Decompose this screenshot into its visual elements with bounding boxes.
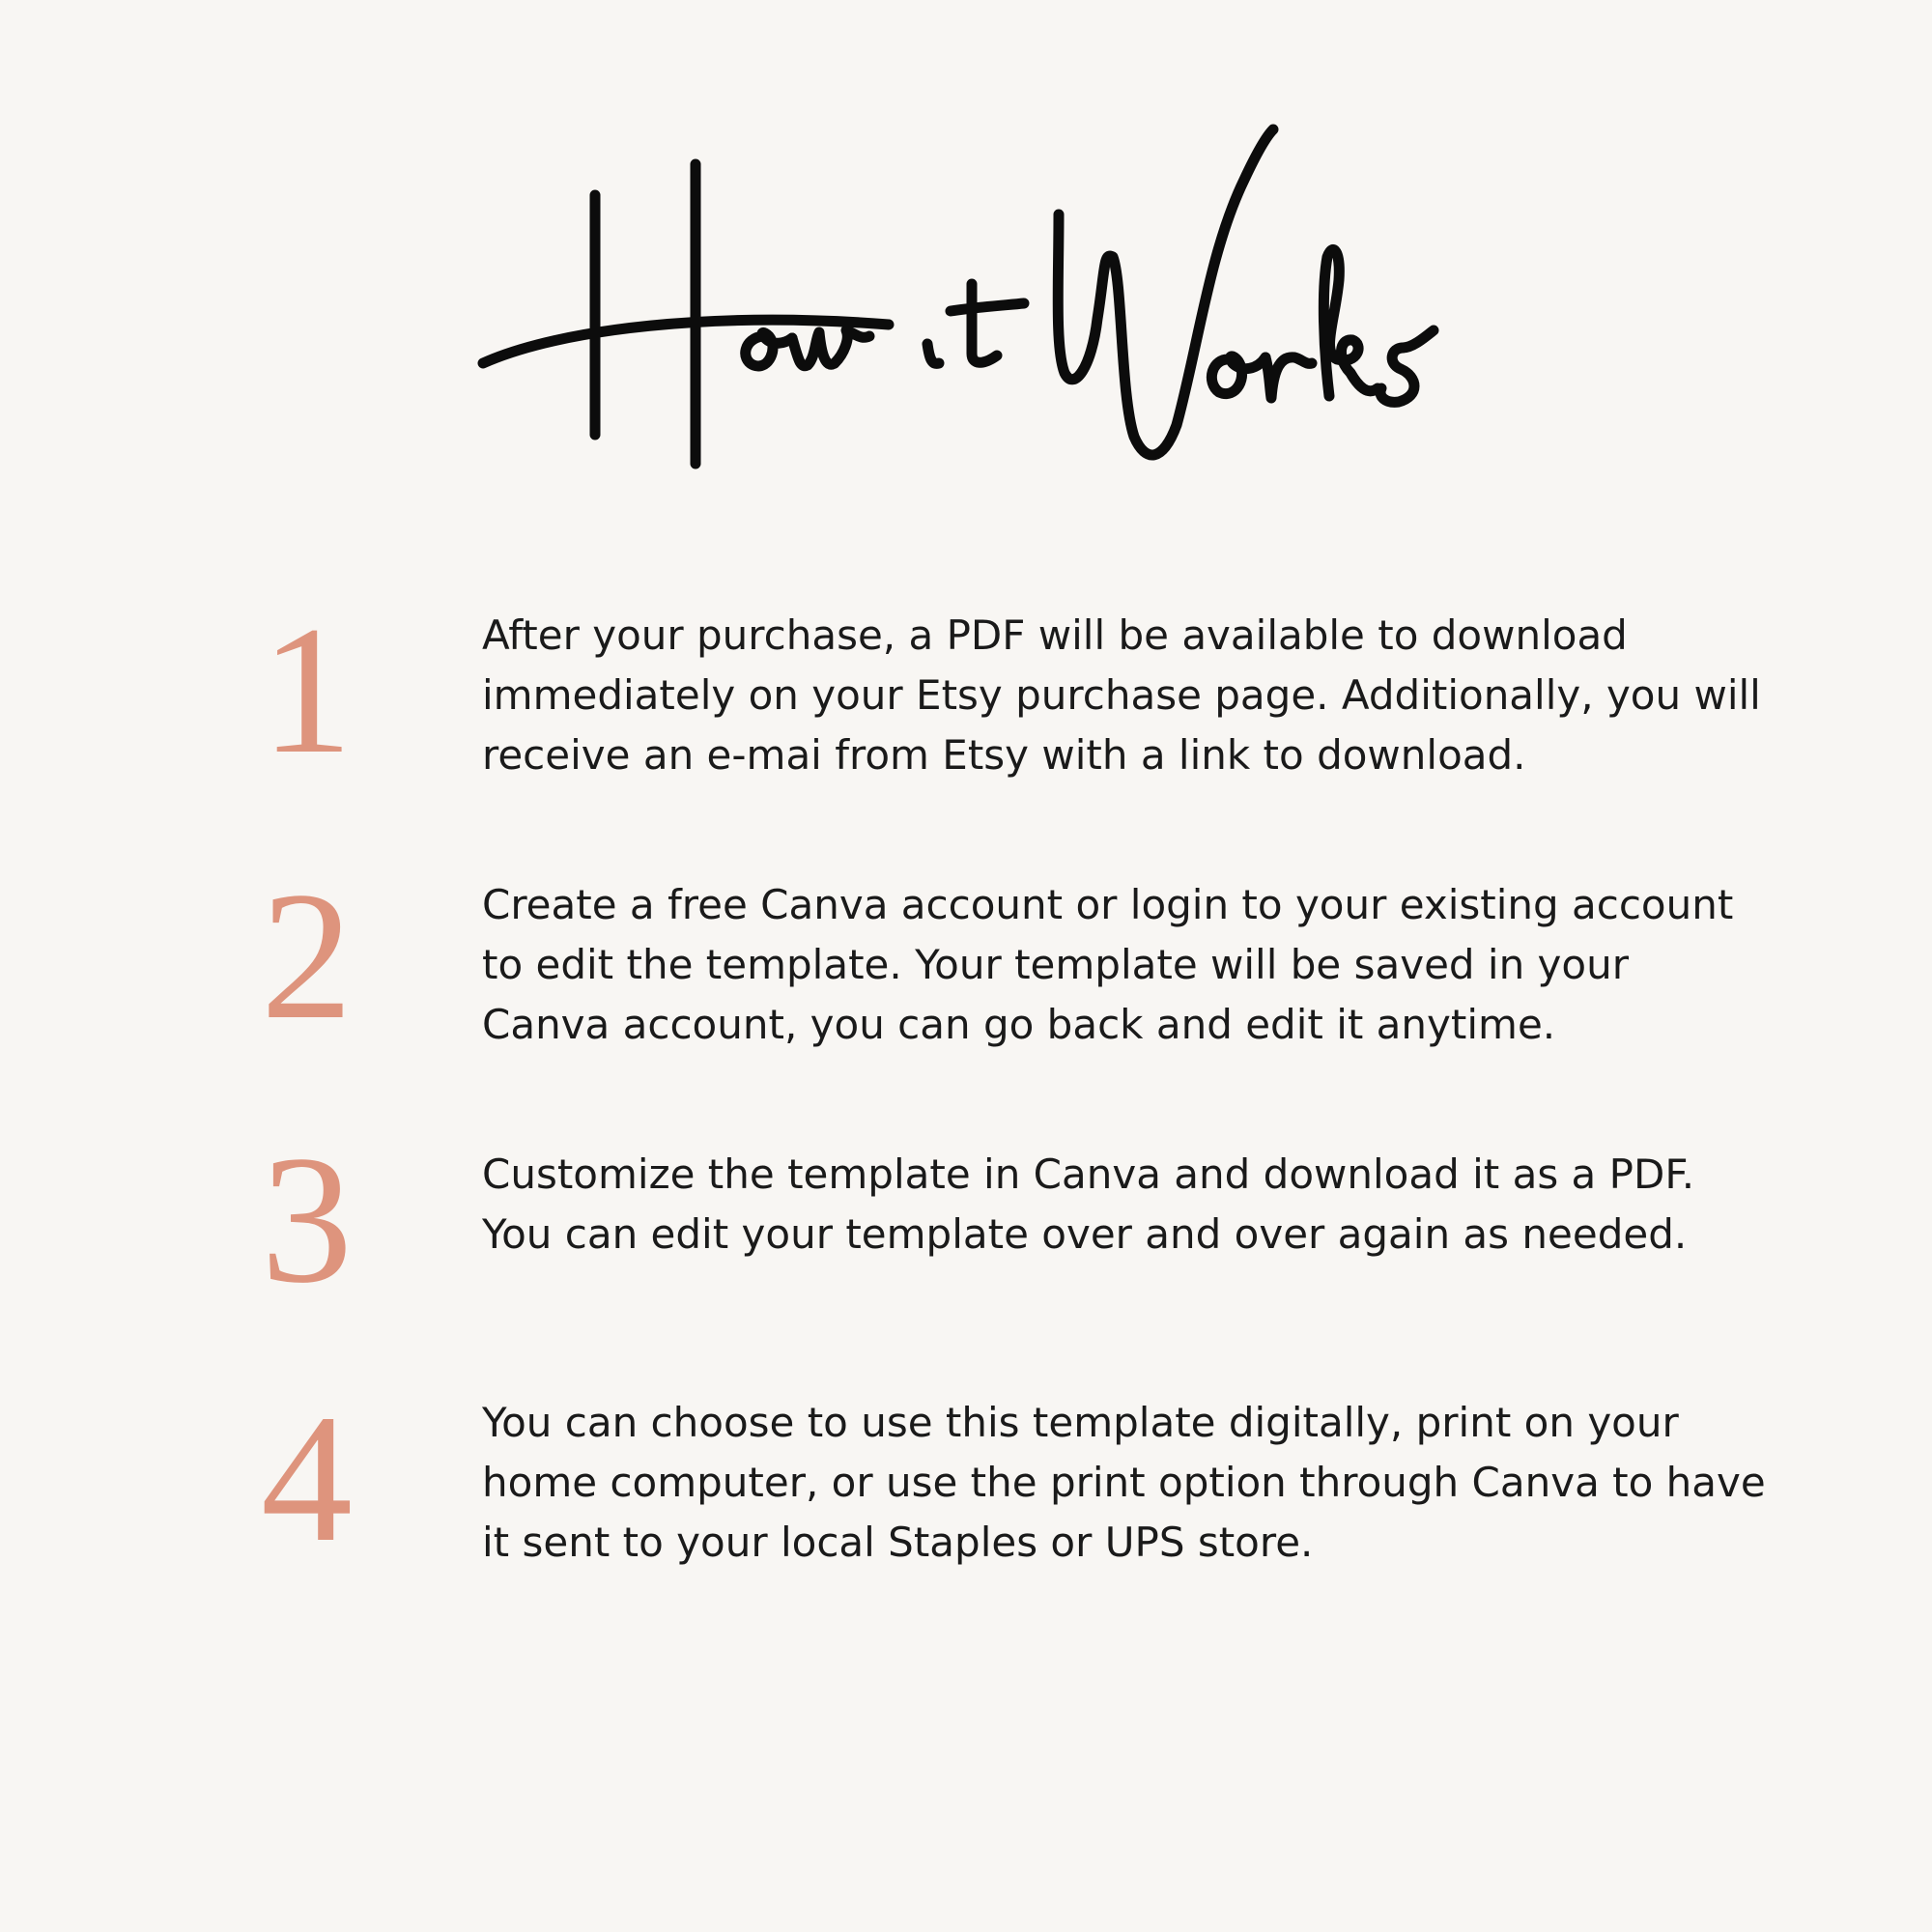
step-text: Customize the template in Canva and download it as a PDF. You can edit your template over and over again as needed.: [482, 1151, 1695, 1258]
step-text: Create a free Canva account or login to your existing account to edit the template. Your template will be saved in your Canva account, you can go back and edit it anytime.: [482, 881, 1734, 1048]
step-number: 3: [261, 1119, 353, 1321]
step-text: You can choose to use this template digitally, print on your home computer, or use the print option through Canva to have it sent to your local Staples or UPS store.: [482, 1399, 1766, 1566]
step-number: 2: [261, 855, 353, 1058]
step-text: After your purchase, a PDF will be available to download immediately on your Etsy purchase page. Additionally, you will receive an e-mai from Etsy with a link to download.: [482, 611, 1761, 779]
step-number: 4: [261, 1378, 353, 1580]
step-number: 1: [261, 589, 353, 792]
